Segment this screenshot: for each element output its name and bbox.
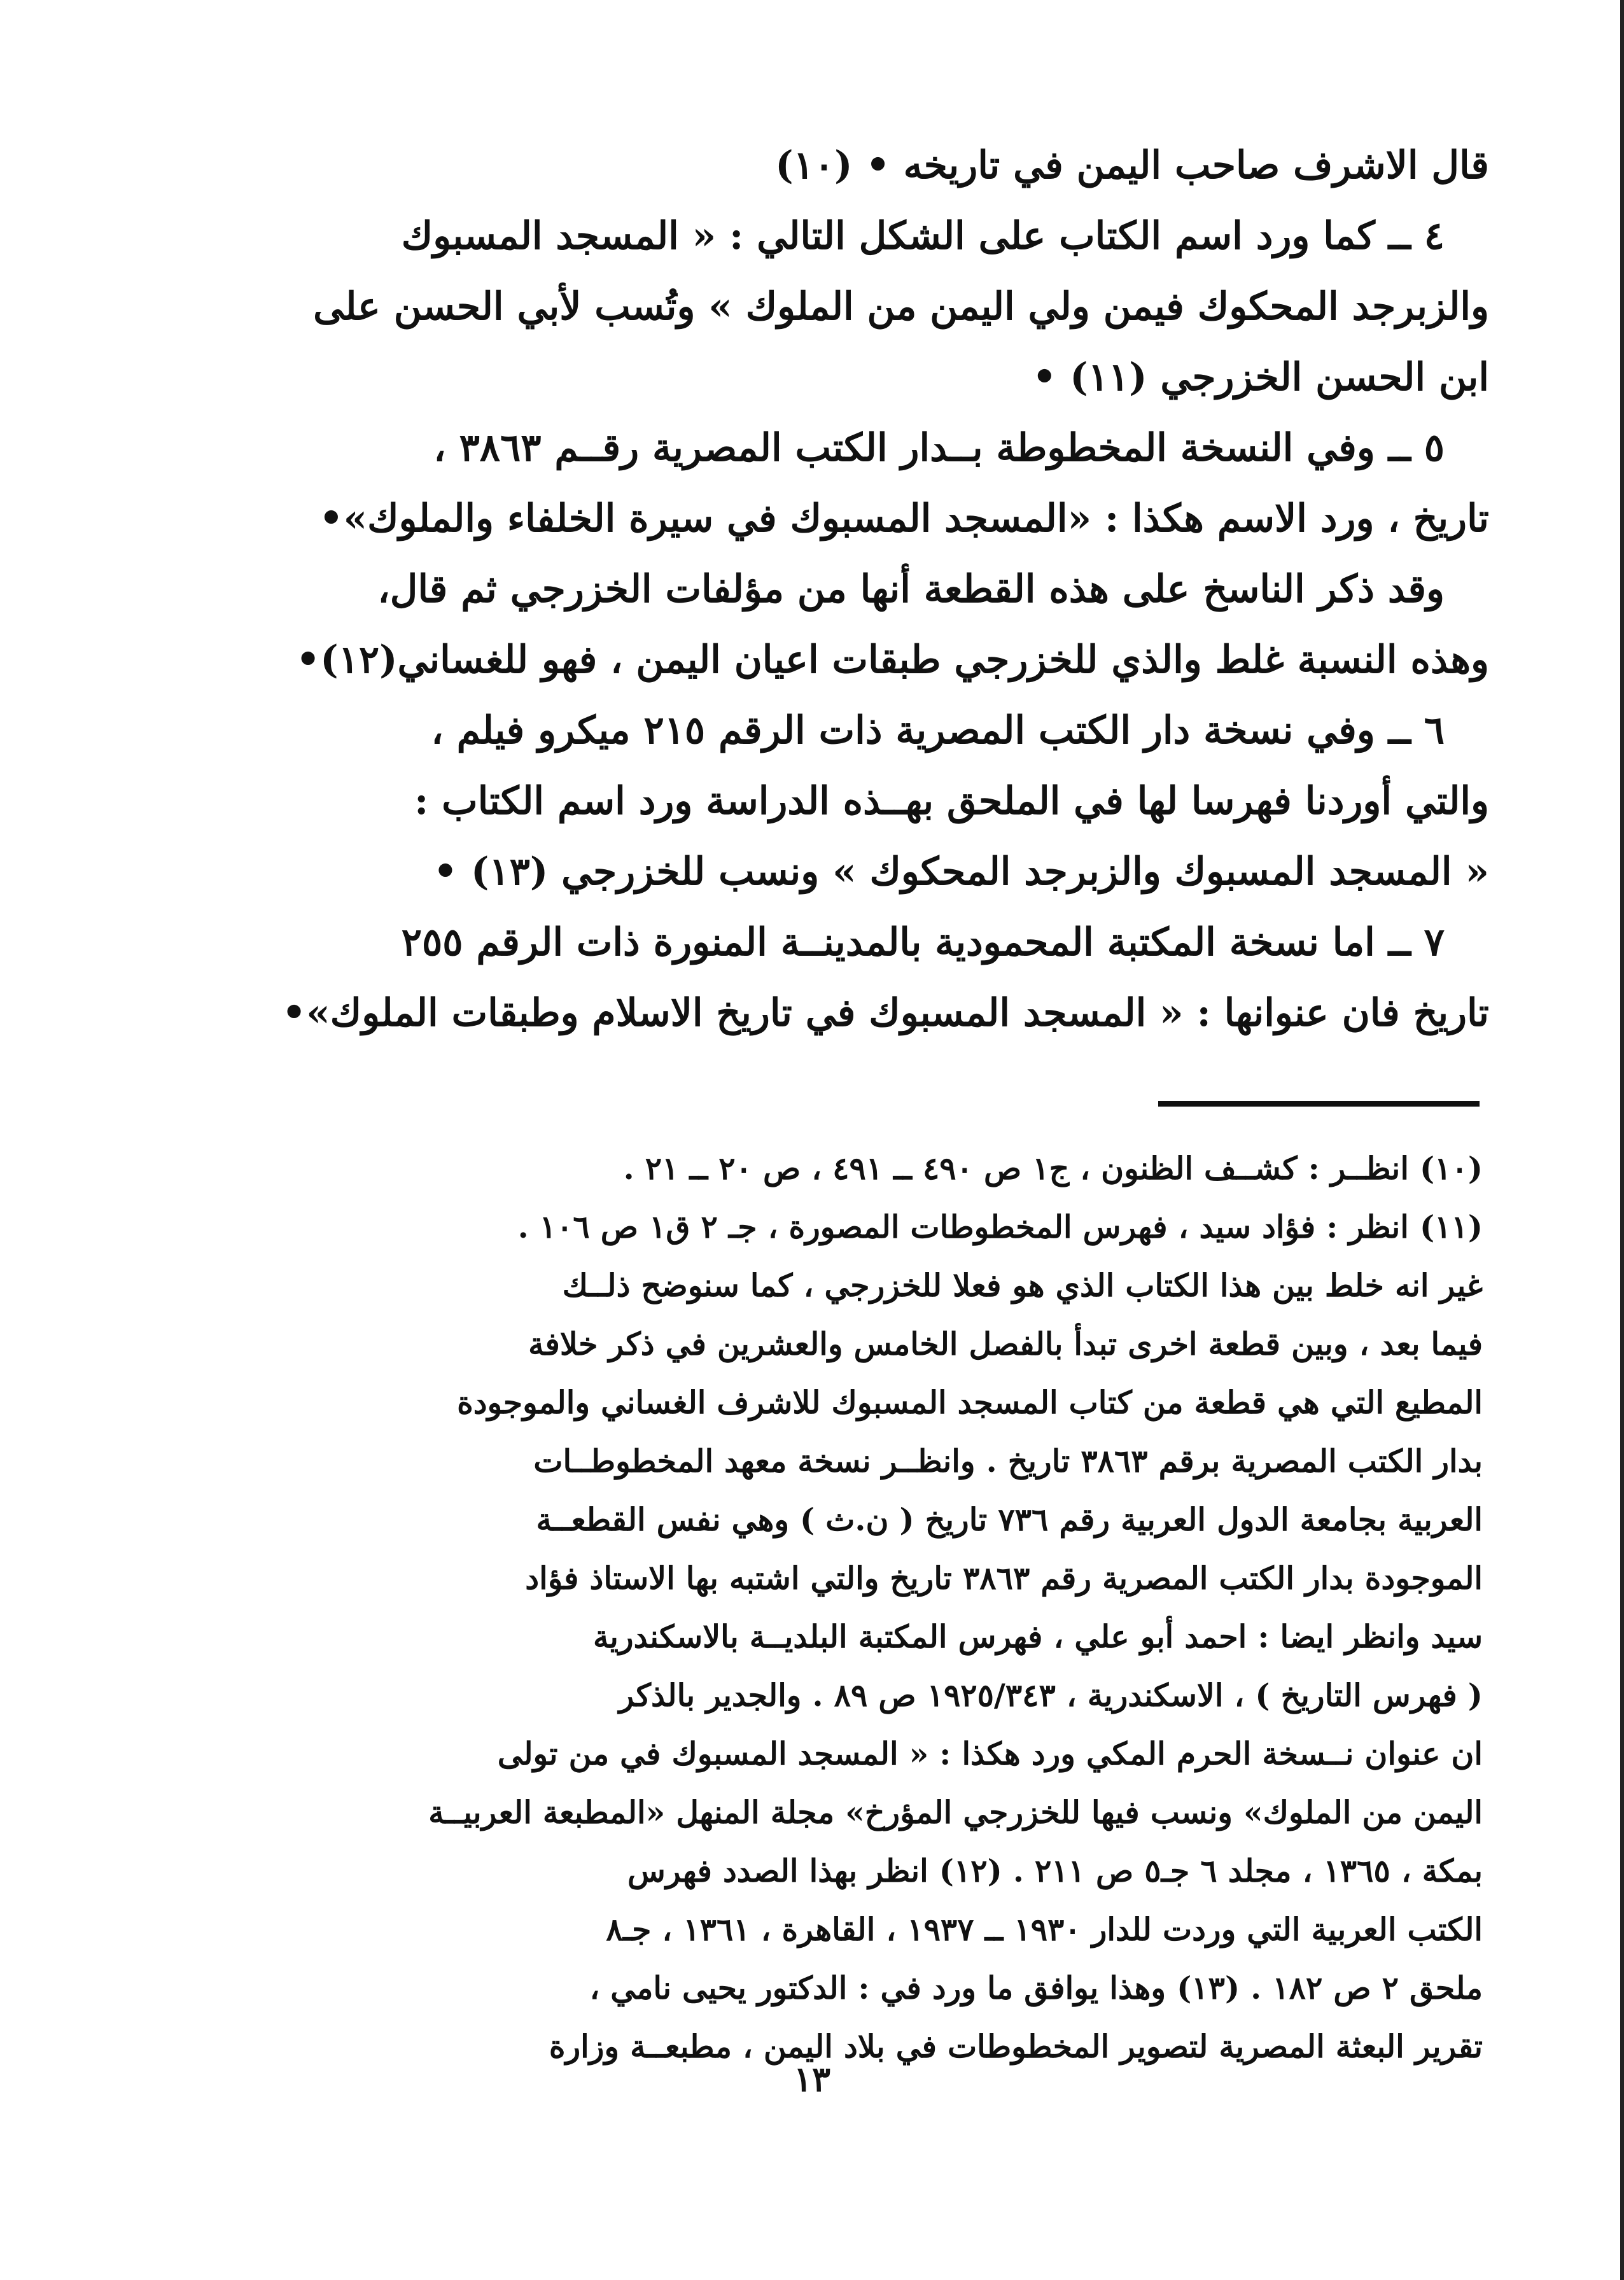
- footnote-line: العربية بجامعة الدول العربية رقم ٧٣٦ تاريخ ( ن.ث ) وهي نفس القطعــة: [536, 1501, 1483, 1538]
- main-text-line: « المسجد المسبوك والزبرجد المحكوك » ونسب للخزرجي (١٣) •: [433, 850, 1489, 894]
- footnote-line: المطيع التي هي قطعة من كتاب المسجد المسبوك للاشرف الغساني والموجودة: [457, 1384, 1483, 1421]
- footnote-line: ( فهرس التاريخ ) ، الاسكندرية ، ١٩٢٥/٣٤٣ ص ٨٩ . والجدير بالذكر: [619, 1677, 1483, 1714]
- footnote-line: ملحق ٢ ص ١٨٢ . (١٣) وهذا يوافق ما ورد في : الدكتور يحيى نامي ،: [589, 1969, 1483, 2006]
- page-number: ١٣: [793, 2059, 831, 2099]
- main-text-line: تاريخ ، ورد الاسم هكذا : «المسجد المسبوك في سيرة الخلفاء والملوك»•: [319, 496, 1489, 541]
- footnote-line: فيما بعد ، وبين قطعة اخرى تبدأ بالفصل الخامس والعشرين في ذكر خلافة: [528, 1325, 1483, 1362]
- footnote-line: الكتب العربية التي وردت للدار ١٩٣٠ ــ ١٩٣٧ ، القاهرة ، ١٣٦١ ، جـ٨: [606, 1911, 1483, 1948]
- main-text-line: قال الاشرف صاحب اليمن في تاريخه • (١٠): [775, 143, 1489, 188]
- page-edge: [1620, 0, 1624, 2280]
- footnote-line: سيد وانظر ايضا : احمد أبو علي ، فهرس المكتبة البلديــة بالاسكندرية: [593, 1618, 1483, 1655]
- footnote-line: اليمن من الملوك» ونسب فيها للخزرجي المؤرخ» مجلة المنهل «المطبعة العربيــة: [428, 1794, 1483, 1831]
- main-text-line: ٧ ــ اما نسخة المكتبة المحمودية بالمدينــة المنورة ذات الرقم ٢٥٥: [401, 920, 1445, 965]
- footnotes: [299, 1139, 1483, 2076]
- footnote-line: بمكة ، ١٣٦٥ ، مجلد ٦ جـ٥ ص ٢١١ . (١٢) انظر بهذا الصدد فهرس: [627, 1852, 1483, 1889]
- footnote-line: تقرير البعثة المصرية لتصوير المخطوطات في بلاد اليمن ، مطبعــة وزارة: [549, 2028, 1483, 2065]
- footnote-line: ان عنوان نــسخة الحرم المكي ورد هكذا : « المسجد المسبوك في من تولى: [497, 1735, 1483, 1772]
- main-text-line: والزبرجد المحكوك فيمن ولي اليمن من الملوك » وتُسب لأبي الحسن على: [313, 284, 1489, 329]
- main-text-line: ٤ ــ كما ورد اسم الكتاب على الشكل التالي : « المسجد المسبوك: [401, 214, 1445, 258]
- footnote-divider: [1158, 1101, 1480, 1107]
- footnote-line: غير انه خلط بين هذا الكتاب الذي هو فعلا للخزرجي ، كما سنوضح ذلــك: [562, 1267, 1483, 1304]
- main-text-line: والتي أوردنا فهرسا لها في الملحق بهــذه الدراسة ورد اسم الكتاب :: [414, 779, 1489, 823]
- main-text-line: تاريخ فان عنوانها : « المسجد المسبوك في تاريخ الاسلام وطبقات الملوك»•: [281, 991, 1489, 1035]
- main-text-line: ابن الحسن الخزرجي (١١) •: [1032, 355, 1489, 400]
- main-text-line: وهذه النسبة غلط والذي للخزرجي طبقات اعيان اليمن ، فهو للغساني(١٢)•: [295, 638, 1489, 682]
- main-text-line: ٦ ــ وفي نسخة دار الكتب المصرية ذات الرقم ٢١٥ ميكرو فيلم ،: [431, 708, 1445, 753]
- main-text-line: ٥ ــ وفي النسخة المخطوطة بــدار الكتب المصرية رقــم ٣٨٦٣ ،: [433, 426, 1445, 470]
- main-text-line: وقد ذكر الناسخ على هذه القطعة أنها من مؤلفات الخزرجي ثم قال،: [377, 567, 1445, 612]
- main-text: [281, 130, 1489, 1049]
- footnote-line: (١١) انظر : فؤاد سيد ، فهرس المخطوطات المصورة ، جـ ٢ ق١ ص ١٠٦ .: [517, 1208, 1483, 1245]
- footnote-line: الموجودة بدار الكتب المصرية رقم ٣٨٦٣ تاريخ والتي اشتبه بها الاستاذ فؤاد: [525, 1560, 1483, 1597]
- footnote-line: (١٠) انظــر : كشــف الظنون ، ج١ ص ٤٩٠ ــ ٤٩١ ، ص ٢٠ ــ ٢١ .: [623, 1150, 1483, 1187]
- footnote-line: بدار الكتب المصرية برقم ٣٨٦٣ تاريخ . وانظــر نسخة معهد المخطوطــات: [533, 1443, 1483, 1479]
